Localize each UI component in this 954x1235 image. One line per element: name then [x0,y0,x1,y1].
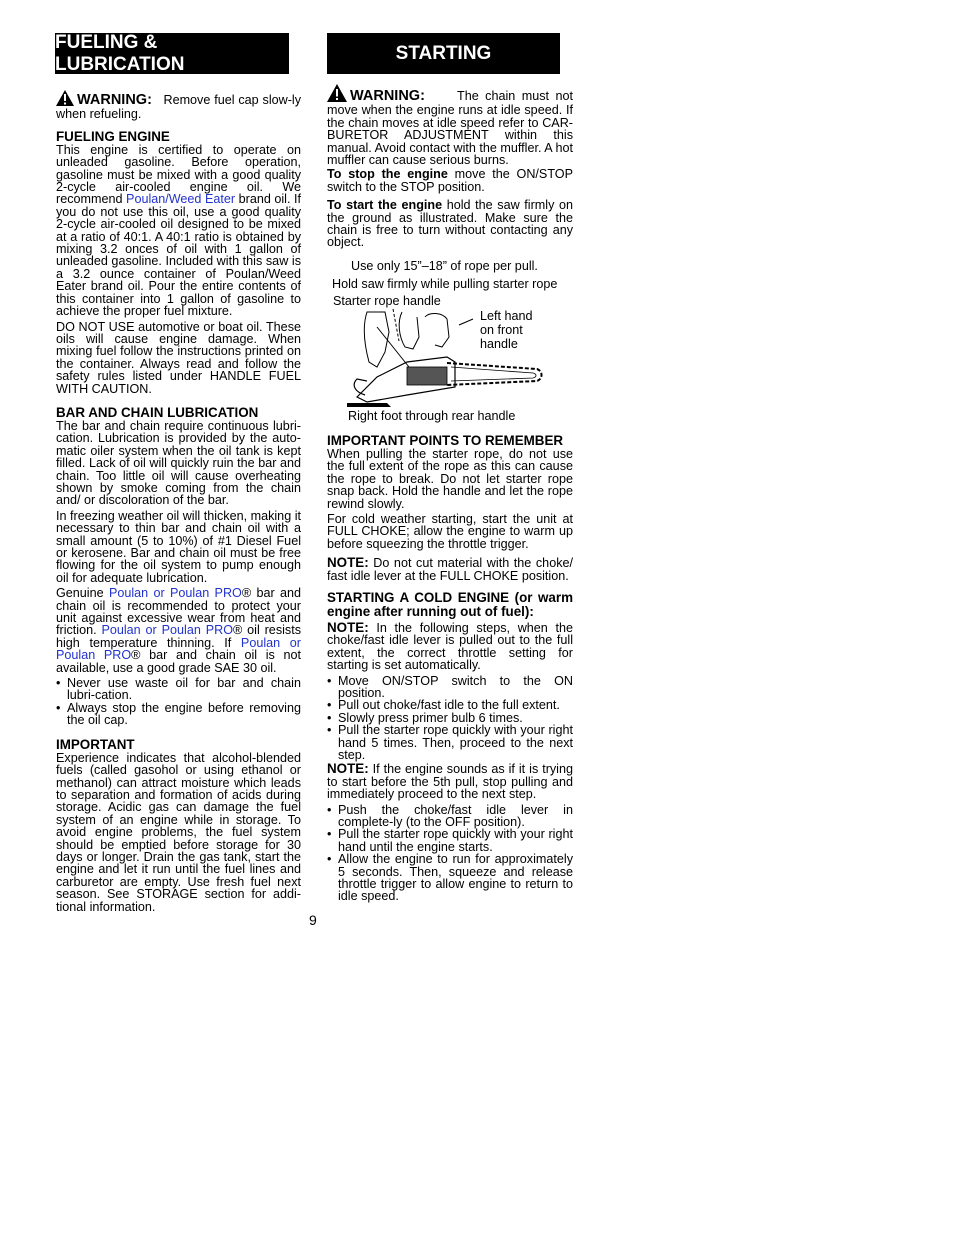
poulan-pro-brand: Poulan or Poulan PRO [101,623,233,638]
fueling-lubrication-header [55,33,289,74]
cold-engine-heading: STARTING A COLD ENGINE (or warm engine after running out of fuel): [327,589,573,619]
list-item: • Always stop the engine before removing the oil cap. [56,702,301,727]
fuel-cap-warning [56,90,301,121]
list-item: • Pull the starter rope quickly with your right hand 5 times. Then, proceed to the next step. [327,724,573,761]
list-item: • Pull the starter rope quickly with your right hand until the engine starts. [327,828,573,853]
warning-text: Remove fuel cap slow-ly when refueling. [56,93,301,122]
fueling-engine-heading: FUELING ENGINE [56,128,170,144]
poulan-pro-brand: Poulan or Poulan PRO [108,586,242,601]
stop-engine-paragraph: To stop the engine move the ON/STOP switch to the STOP position. [327,167,573,194]
page-number: 9 [309,912,317,928]
cold-engine-steps-2 [327,804,573,903]
cold-engine-steps-1 [327,675,573,762]
warning-triangle-icon [327,84,347,104]
bar-chain-paragraph-2: In freezing weather oil will thicken, making it necessary to thin bar and chain oil with a small amount (5 to 10%) of #1 Diesel Fuel or kerosene. Bar and chain oil must be free flowing for the oil system to pump enough oil for adequate lubrication. [56,508,301,585]
warning-label: WARNING: [77,92,152,108]
start-engine-paragraph: To start the engine hold the saw firmly on the ground as illustrated. Make sure the chain is free to turn without contacting any object. [327,198,573,250]
front-handle-label: on front [480,322,523,337]
right-foot-caption: Right foot through rear handle [348,408,516,423]
list-item: • Slowly press primer bulb 6 times. [327,712,573,724]
left-column [56,90,301,916]
hold-saw-caption: Hold saw firmly while pulling starter rope [332,276,558,291]
bar-chain-bullets [56,677,301,727]
list-item: • Move ON/STOP switch to the ON position. [327,675,573,700]
fueling-lubrication-title: FUELING & LUBRICATION [55,31,185,75]
poulan-pro-brand: Poulan or Poulan PRO [56,635,301,663]
chainsaw-starting-drawing [347,307,547,407]
fueling-engine-paragraph: This engine is certified to operate on unleaded gasoline. Before operation, gasoline must be mixed with a good quality 2-cycle air-cooled engine oil. We recommend Poulan/Weed Eater brand oil. If you do not use this oil, use a good quality 2-cycle air-cooled oil designed to be mixed at a ratio of 40:1. A 40:1 ratio is obtained by mixing 3.2 onces of oil with 1 gallon of unleaded gasoline. Included with this saw is a 3.2 ounce container of Poulan/Weed Eater brand oil. Pour the entire contents of this container into 1 gallon of gasoline to achieve the proper fuel mixture. [56,142,302,319]
important-points-heading: IMPORTANT POINTS TO REMEMBER [327,432,564,448]
rope-length-caption: Use only 15”–18” of rope per pull. [351,258,538,273]
list-item: • Allow the engine to run for approximately 5 seconds. Then, squeeze and release throttle trigger to allow engine to return to idle speed. [327,853,573,903]
right-column [327,84,573,905]
starting-illustration [327,255,573,427]
list-item: • Never use waste oil for bar and chain lubri-cation. [56,677,301,702]
important-paragraph: Experience indicates that alcohol-blended fuels (called gasohol or using ethanol or methanol) can attract moisture which leads to separation and formation of acids during storage. Acidic gas can damage the fuel system of an engine while in storage. To avoid engine problems, the fuel system should be emptied before storage for 30 days or longer. Drain the gas tank, start the engine and let it run until the fuel lines and carburetor are empty. Use fresh fuel next season. See STORAGE section for addi-tional information. [56,750,301,914]
list-item: • Push the choke/fast idle lever in complete-ly (to the OFF position). [327,804,573,829]
cold-weather-paragraph: For cold weather starting, start the unit at FULL CHOKE; allow the engine to warm up before squeezing the throttle trigger. [327,511,573,551]
bar-chain-paragraph-1: The bar and chain require continuous lubri-cation. Lubrication is provided by the auto-matic oiler system when the oil tank is kept filled. Lack of oil will quickly ruin the bar and chain. Too little oil will cause overheating shown by smoke coming from the chain and/ or discoloration of the bar. [56,418,301,508]
warning-triangle-icon [56,90,74,108]
starter-rope-paragraph: When pulling the starter rope, do not use the full extent of the rope as this can cause the rope to break. Do not let starter rope snap back. Hold the handle and let the rope rewind slowly. [327,446,573,511]
cold-engine-note-1: NOTE: In the following steps, when the choke/fast idle lever is pulled out to the full extent, the correct throttle setting for starting is set automatically. [327,619,573,673]
choke-note: NOTE: Do not cut material with the choke/ fast idle lever at the FULL CHOKE position. [327,555,573,583]
do-not-use-paragraph: DO NOT USE automotive or boat oil. These oils will cause engine damage. When mixing fuel follow the instructions printed on the container. Always read and follow the safety rules listed under HANDLE FUEL WITH CAUTION. [56,319,301,396]
list-item: • Pull out choke/fast idle to the full extent. [327,699,573,711]
starting-header [327,33,560,74]
important-heading: IMPORTANT [56,736,135,752]
cold-engine-note-2: NOTE: If the engine sounds as if it is trying to start before the 5th pull, stop pulling and immediately proceed to the next step. [327,761,573,802]
bar-chain-paragraph-3: Genuine Poulan or Poulan PRO® bar and chain oil is recommended to protect your unit against excessive wear from heat and friction. Poulan or Poulan PRO® oil resists high temperature thinning. If Poulan or Poulan PRO® bar and chain oil is not available, use a good grade SAE 30 oil. [56,586,302,675]
bar-chain-heading: BAR AND CHAIN LUBRICATION [56,404,259,420]
poulan-weed-eater-link: Poulan/Weed Eater [126,192,236,207]
handle-label: handle [480,336,518,351]
left-hand-label: Left hand [480,308,533,323]
starter-rope-handle-label: Starter rope handle [333,293,441,308]
warning-label: WARNING: [350,88,425,104]
starting-title: STARTING [395,42,492,64]
warning-text: The chain must not move when the engine runs at idle speed. If the chain moves at idle speed refer to CAR-BURETOR ADJUSTMENT within this manual. Avoid contact with the muffler. A hot muffler can cause serious burns. [327,89,573,168]
chain-idle-warning [327,84,573,166]
